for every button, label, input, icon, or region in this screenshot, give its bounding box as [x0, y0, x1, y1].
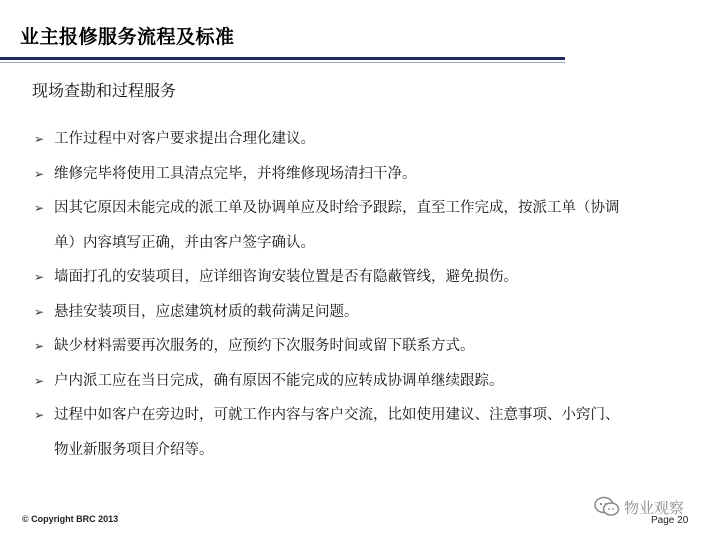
section-subtitle: 现场查勘和过程服务: [32, 81, 177, 100]
title-divider: [0, 57, 565, 60]
bullet-continuation: [34, 433, 684, 468]
bullet-item: [34, 157, 684, 192]
bullet-text: 过程中如客户在旁边时，可就工作内容与客户交流，比如使用建议、注意事项、小窍门、: [54, 407, 620, 423]
page-number: Page 20: [651, 515, 689, 526]
bullet-text: 维修完毕将使用工具清点完毕，并将维修现场清扫干净。: [54, 165, 417, 182]
copyright-notice: © Copyright BRC 2013: [22, 514, 119, 524]
chat-bubble-icon: [594, 496, 620, 518]
arrow-bullet-icon: ➢: [34, 270, 45, 284]
watermark-text: 物业观察: [624, 498, 685, 517]
bullet-text: 户内派工应在当日完成，确有原因不能完成的应转成协调单继续跟踪。: [54, 372, 504, 389]
bullet-text: 缺少材料需要再次服务的，应预约下次服务时间或留下联系方式。: [54, 338, 475, 354]
arrow-bullet-icon: ➢: [34, 201, 45, 215]
bullet-item: [34, 122, 684, 157]
bullet-text: 单）内容填写正确，并由客户签字确认。: [54, 234, 315, 251]
bullet-text: 物业新服务项目介绍等。: [54, 441, 214, 458]
bullet-item: [34, 260, 684, 295]
bullet-text: 墙面打孔的安装项目，应详细咨询安装位置是否有隐蔽管线，避免损伤。: [54, 269, 518, 285]
bullet-item: [34, 364, 684, 399]
title-divider-thin: [0, 62, 565, 63]
bullet-text: 悬挂安装项目，应虑建筑材质的载荷满足问题。: [54, 303, 359, 320]
arrow-bullet-icon: ➢: [34, 132, 45, 146]
bullet-item: [34, 398, 684, 433]
arrow-bullet-icon: ➢: [34, 339, 45, 353]
arrow-bullet-icon: ➢: [34, 166, 45, 181]
bullet-item: [34, 295, 684, 330]
bullet-text: 因其它原因未能完成的派工单及协调单应及时给予跟踪，直至工作完成，按派工单（协调: [54, 200, 620, 216]
bullet-continuation: [34, 226, 684, 261]
arrow-bullet-icon: ➢: [34, 304, 45, 319]
bullet-text: 工作过程中对客户要求提出合理化建议。: [54, 131, 315, 147]
bullet-item: [34, 191, 684, 226]
bullet-item: [34, 329, 684, 364]
page-title: 业主报修服务流程及标准: [20, 26, 235, 48]
bullet-list: [34, 122, 684, 467]
arrow-bullet-icon: ➢: [34, 408, 45, 422]
arrow-bullet-icon: ➢: [34, 373, 45, 388]
